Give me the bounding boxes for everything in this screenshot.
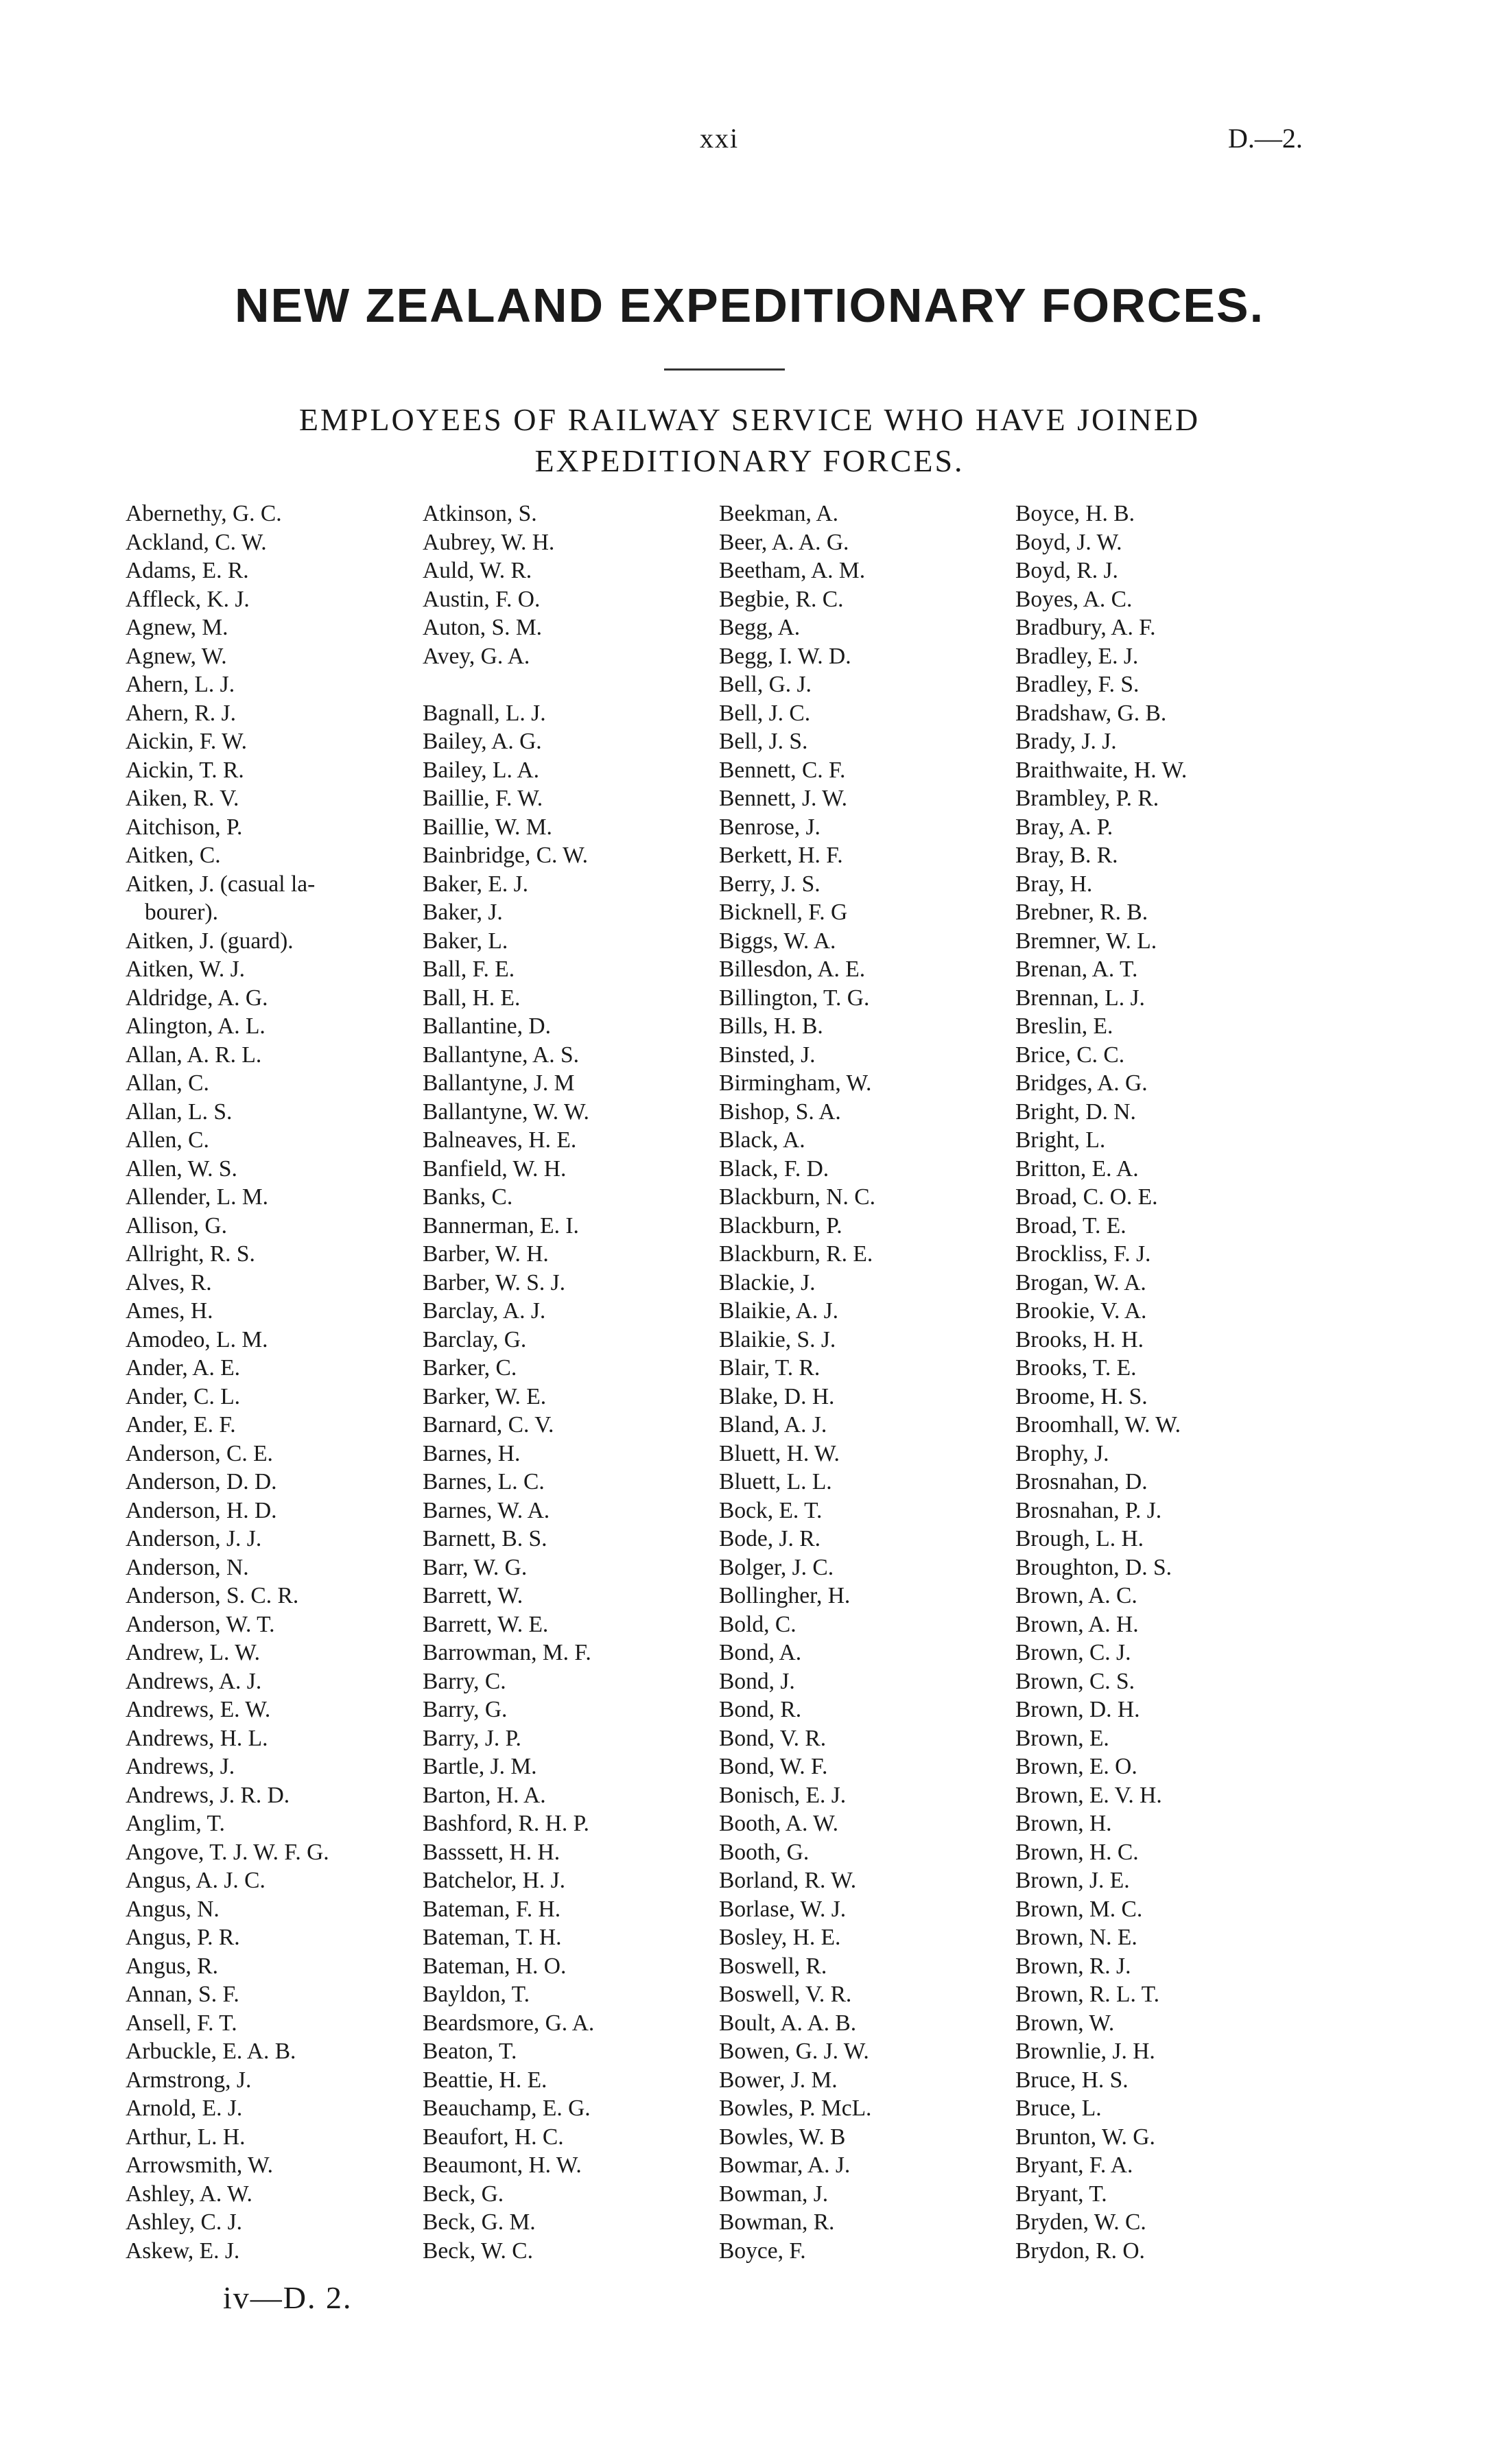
name-entry: Birmingham, W. bbox=[719, 1070, 872, 1096]
name-entry: Black, A. bbox=[719, 1127, 805, 1153]
name-entry: Boyce, H. B. bbox=[1015, 501, 1135, 526]
name-entry: Alington, A. L. bbox=[126, 1013, 265, 1039]
name-entry: Bower, J. M. bbox=[719, 2067, 838, 2093]
name-entry: Aitken, J. (guard). bbox=[126, 928, 294, 954]
name-entry: Brooks, T. E. bbox=[1015, 1355, 1137, 1381]
name-entry: Ashley, C. J. bbox=[126, 2209, 242, 2235]
name-entry: Agnew, W. bbox=[126, 643, 227, 669]
name-entry: Ames, H. bbox=[126, 1298, 213, 1324]
name-entry: Beck, W. C. bbox=[423, 2238, 533, 2264]
name-entry: Bridges, A. G. bbox=[1015, 1070, 1148, 1096]
name-entry: Billesdon, A. E. bbox=[719, 957, 866, 982]
name-entry: Aitken, W. J. bbox=[126, 957, 246, 982]
name-entry: Biggs, W. A. bbox=[719, 928, 836, 954]
name-entry: Bryant, T. bbox=[1015, 2181, 1107, 2207]
name-entry: Banfield, W. H. bbox=[423, 1155, 567, 1182]
name-entry: Broome, H. S. bbox=[1015, 1383, 1148, 1409]
name-entry: Bradshaw, G. B. bbox=[1015, 700, 1167, 726]
name-entry: Broughton, D. S. bbox=[1015, 1554, 1172, 1580]
name-entry: Banks, C. bbox=[423, 1184, 513, 1210]
name-entry: Bryant, F. A. bbox=[1015, 2152, 1133, 2178]
name-entry: Bailey, A. G. bbox=[423, 729, 542, 754]
name-entry: Barton, H. A. bbox=[423, 1782, 546, 1808]
name-entry: Beer, A. A. G. bbox=[719, 529, 849, 555]
name-entry: Bremner, W. L. bbox=[1015, 928, 1157, 954]
name-entry: Aubrey, W. H. bbox=[423, 529, 555, 555]
name-entry: Booth, A. W. bbox=[719, 1811, 839, 1836]
name-entry: Benrose, J. bbox=[719, 814, 821, 840]
name-entry: Brown, J. E. bbox=[1015, 1868, 1130, 1893]
name-entry: Barnes, W. A. bbox=[423, 1497, 550, 1523]
name-entry: Bradley, F. S. bbox=[1015, 672, 1140, 697]
name-entry: Begg, I. W. D. bbox=[719, 643, 851, 669]
name-entry: Brown, C. S. bbox=[1015, 1668, 1135, 1694]
name-entry: Boyd, R. J. bbox=[1015, 558, 1118, 583]
name-entry: Allan, L. S. bbox=[126, 1099, 233, 1125]
name-entry: Brambley, P. R. bbox=[1015, 786, 1159, 811]
name-entry: Andrews, E. W. bbox=[126, 1697, 271, 1722]
name-entry: Angus, P. R. bbox=[126, 1925, 240, 1950]
name-entry: Brydon, R. O. bbox=[1015, 2238, 1145, 2264]
name-entry: Ackland, C. W. bbox=[126, 529, 267, 555]
name-entry: Bateman, H. O. bbox=[423, 1953, 567, 1979]
name-entry: Allender, L. M. bbox=[126, 1184, 268, 1210]
name-entry: Anderson, D. D. bbox=[126, 1469, 277, 1494]
name-entry: Brockliss, F. J. bbox=[1015, 1241, 1151, 1267]
name-entry: Beaufort, H. C. bbox=[423, 2124, 564, 2150]
name-entry: Barker, W. E. bbox=[423, 1383, 547, 1409]
name-entry: Ander, C. L. bbox=[126, 1383, 241, 1409]
name-entry: Beauchamp, E. G. bbox=[423, 2096, 591, 2121]
name-entry: Auton, S. M. bbox=[423, 615, 543, 640]
page-number: xxi bbox=[700, 123, 740, 154]
name-entry: Bray, A. P. bbox=[1015, 814, 1113, 840]
name-entry: Ballantine, D. bbox=[423, 1013, 551, 1039]
name-entry: Angus, N. bbox=[126, 1896, 220, 1922]
name-entry: Brown, E. O. bbox=[1015, 1754, 1137, 1779]
name-entry: Beck, G. bbox=[423, 2181, 504, 2207]
name-entry: Baillie, W. M. bbox=[423, 814, 552, 840]
name-entry: Brice, C. C. bbox=[1015, 1042, 1125, 1068]
name-entry: Brown, A. C. bbox=[1015, 1583, 1137, 1608]
subtitle bbox=[0, 399, 1499, 482]
name-entry: Bowles, W. B bbox=[719, 2124, 846, 2150]
name-entry: Adams, E. R. bbox=[126, 558, 249, 583]
name-entry: Anderson, J. J. bbox=[126, 1526, 262, 1551]
name-entry: Bond, J. bbox=[719, 1668, 795, 1694]
name-entry: Brosnahan, P. J. bbox=[1015, 1497, 1162, 1523]
name-entry: Bell, J. C. bbox=[719, 700, 811, 726]
name-entry: Beaumont, H. W. bbox=[423, 2152, 582, 2178]
name-entry: Barrowman, M. F. bbox=[423, 1640, 591, 1665]
name-entry: Angove, T. J. W. F. G. bbox=[126, 1839, 329, 1865]
name-entry: Anderson, H. D. bbox=[126, 1497, 277, 1523]
name-entry: Broad, T. E. bbox=[1015, 1212, 1126, 1239]
name-entry: Barrett, W. E. bbox=[423, 1611, 549, 1637]
name-entry: Britton, E. A. bbox=[1015, 1155, 1139, 1182]
name-entry: Borlase, W. J. bbox=[719, 1896, 847, 1922]
name-entry: Brown, C. J. bbox=[1015, 1640, 1131, 1665]
name-entry: Bailey, L. A. bbox=[423, 757, 539, 783]
name-entry: Bicknell, F. G bbox=[719, 900, 848, 925]
name-entry: Beattie, H. E. bbox=[423, 2067, 547, 2093]
name-entry: Bell, G. J. bbox=[719, 672, 812, 697]
name-entry: Atkinson, S. bbox=[423, 501, 537, 526]
name-entry: Bishop, S. A. bbox=[719, 1099, 841, 1125]
name-entry: Bolger, J. C. bbox=[719, 1554, 834, 1580]
name-entry: Bold, C. bbox=[719, 1611, 796, 1637]
name-entry: Bright, L. bbox=[1015, 1127, 1106, 1153]
name-entry: Barnard, C. V. bbox=[423, 1412, 554, 1438]
name-entry: Bowen, G. J. W. bbox=[719, 2039, 869, 2064]
name-entry: Batchelor, H. J. bbox=[423, 1868, 565, 1893]
name-entry bbox=[423, 670, 594, 699]
name-entry: Bonisch, E. J. bbox=[719, 1782, 847, 1808]
subtitle-line: EMPLOYEES OF RAILWAY SERVICE WHO HAVE JOINED bbox=[298, 402, 1201, 437]
name-entry: Brady, J. J. bbox=[1015, 729, 1117, 754]
name-entry: Andrews, A. J. bbox=[126, 1668, 262, 1694]
name-entry: Affleck, K. J. bbox=[126, 586, 250, 612]
name-entry: Brown, H. C. bbox=[1015, 1839, 1139, 1865]
name-entry: Brown, H. bbox=[1015, 1811, 1112, 1836]
name-entry: Brebner, R. B. bbox=[1015, 900, 1148, 925]
name-entry: Boswell, V. R. bbox=[719, 1982, 852, 2007]
name-entry: Brown, R. J. bbox=[1015, 1953, 1131, 1979]
name-entry: Bradbury, A. F. bbox=[1015, 615, 1156, 640]
name-entry: Bosley, H. E. bbox=[719, 1925, 841, 1950]
name-entry: Aickin, T. R. bbox=[126, 757, 244, 783]
name-entry: Abernethy, G. C. bbox=[126, 501, 282, 526]
name-entry: Bright, D. N. bbox=[1015, 1099, 1136, 1125]
name-entry: Bowman, R. bbox=[719, 2209, 835, 2235]
name-entry: Austin, F. O. bbox=[423, 586, 541, 612]
name-entry: Brownlie, J. H. bbox=[1015, 2039, 1155, 2064]
name-entry: Brown, E. bbox=[1015, 1725, 1109, 1751]
name-entry: Brenan, A. T. bbox=[1015, 957, 1138, 982]
name-entry: Askew, E. J. bbox=[126, 2238, 240, 2264]
name-entry: Brown, M. C. bbox=[1015, 1896, 1143, 1922]
name-entry: Barclay, G. bbox=[423, 1326, 527, 1352]
subtitle-line: EXPEDITIONARY FORCES. bbox=[534, 443, 965, 478]
name-entry: Brophy, J. bbox=[1015, 1440, 1109, 1466]
name-entry: Aiken, R. V. bbox=[126, 786, 239, 811]
footer-signature: iv—D. 2. bbox=[223, 2280, 353, 2315]
name-entry: Boswell, R. bbox=[719, 1953, 827, 1979]
name-entry: Ball, H. E. bbox=[423, 985, 521, 1011]
name-entry: Bradley, E. J. bbox=[1015, 643, 1139, 669]
name-entry: Bateman, T. H. bbox=[423, 1925, 562, 1950]
name-entry: Agnew, M. bbox=[126, 615, 228, 640]
name-entry: Baillie, F. W. bbox=[423, 786, 543, 811]
name-entry: Brennan, L. J. bbox=[1015, 985, 1145, 1011]
name-entry: Barry, J. P. bbox=[423, 1725, 521, 1751]
document-reference: D.—2. bbox=[1228, 123, 1303, 154]
name-entry: Begg, A. bbox=[719, 615, 801, 640]
name-entry: Brogan, W. A. bbox=[1015, 1269, 1146, 1295]
name-entry: Baker, E. J. bbox=[423, 871, 529, 897]
name-entry: Blake, D. H. bbox=[719, 1383, 835, 1409]
name-entry: Auld, W. R. bbox=[423, 558, 532, 583]
name-entry: Barber, W. H. bbox=[423, 1241, 549, 1267]
name-entry: Basssett, H. H. bbox=[423, 1839, 560, 1865]
name-entry: Ander, A. E. bbox=[126, 1355, 241, 1381]
name-entry: Booth, G. bbox=[719, 1839, 810, 1865]
name-entry: Billington, T. G. bbox=[719, 985, 870, 1011]
name-entry: Andrews, J. bbox=[126, 1754, 235, 1779]
name-entry: Bond, R. bbox=[719, 1697, 802, 1722]
name-entry: Bannerman, E. I. bbox=[423, 1212, 579, 1239]
name-entry: Angus, A. J. C. bbox=[126, 1868, 265, 1893]
name-entry: Brown, A. H. bbox=[1015, 1611, 1139, 1637]
name-entry: Ander, E. F. bbox=[126, 1412, 236, 1438]
name-entry: Anderson, C. E. bbox=[126, 1440, 273, 1466]
name-entry: Barrett, W. bbox=[423, 1583, 523, 1608]
name-entry: Beaton, T. bbox=[423, 2039, 517, 2064]
name-entry: Brookie, V. A. bbox=[1015, 1298, 1147, 1324]
name-entry: Brown, N. E. bbox=[1015, 1925, 1137, 1950]
name-entry: Blackburn, R. E. bbox=[719, 1241, 873, 1267]
name-entry: Arthur, L. H. bbox=[126, 2124, 246, 2150]
name-entry: Bayldon, T. bbox=[423, 1982, 530, 2007]
name-entry: Arnold, E. J. bbox=[126, 2096, 243, 2121]
name-entry: Andrew, L. W. bbox=[126, 1640, 261, 1665]
name-entry: Baker, L. bbox=[423, 928, 508, 954]
name-entry: Ballantyne, A. S. bbox=[423, 1042, 579, 1068]
name-entry: Blackburn, N. C. bbox=[719, 1184, 875, 1210]
name-entry: Bennett, C. F. bbox=[719, 757, 846, 783]
name-entry: Berkett, H. F. bbox=[719, 843, 843, 868]
name-entry: Barr, W. G. bbox=[423, 1554, 528, 1580]
name-entry: Bluett, L. L. bbox=[719, 1469, 832, 1494]
name-entry: Ball, F. E. bbox=[423, 957, 515, 982]
name-entry: Broomhall, W. W. bbox=[1015, 1412, 1181, 1438]
name-entry: Bagnall, L. J. bbox=[423, 700, 546, 726]
name-entry: Breslin, E. bbox=[1015, 1013, 1113, 1039]
name-entry: Blaikie, A. J. bbox=[719, 1298, 839, 1324]
name-entry: Bell, J. S. bbox=[719, 729, 808, 754]
name-entry: Bowles, P. McL. bbox=[719, 2096, 872, 2121]
name-entry: Brown, R. L. T. bbox=[1015, 1982, 1159, 2007]
name-entry: Brown, D. H. bbox=[1015, 1697, 1140, 1722]
name-entry: Ahern, L. J. bbox=[126, 672, 235, 697]
name-entry: Arrowsmith, W. bbox=[126, 2152, 273, 2178]
name-entry: Boyd, J. W. bbox=[1015, 529, 1122, 555]
name-entry: Borland, R. W. bbox=[719, 1868, 857, 1893]
name-entry: Ahern, R. J. bbox=[126, 700, 236, 726]
name-entry: Bray, B. R. bbox=[1015, 843, 1118, 868]
name-entry: Aitken, C. bbox=[126, 843, 221, 868]
name-entry: Bennett, J. W. bbox=[719, 786, 848, 811]
name-entry: Blackburn, P. bbox=[719, 1212, 842, 1239]
name-entry: Begbie, R. C. bbox=[719, 586, 844, 612]
name-entry: Barry, G. bbox=[423, 1697, 508, 1722]
name-entry: bourer). bbox=[145, 900, 218, 925]
name-entry: Andrews, J. R. D. bbox=[126, 1782, 290, 1808]
name-entry: Broad, C. O. E. bbox=[1015, 1184, 1158, 1210]
name-entry: Boyes, A. C. bbox=[1015, 586, 1133, 612]
name-entry: Anglim, T. bbox=[126, 1811, 225, 1836]
name-entry: Bruce, L. bbox=[1015, 2096, 1102, 2121]
name-entry: Bond, W. F. bbox=[719, 1754, 828, 1779]
name-entry: Baker, J. bbox=[423, 900, 503, 925]
name-entry: Barry, C. bbox=[423, 1668, 506, 1694]
name-entry: Bock, E. T. bbox=[719, 1497, 823, 1523]
name-entry: Bland, A. J. bbox=[719, 1412, 827, 1438]
name-entry: Ansell, F. T. bbox=[126, 2010, 237, 2036]
name-entry: Brosnahan, D. bbox=[1015, 1469, 1148, 1494]
name-entry: Beardsmore, G. A. bbox=[423, 2010, 595, 2036]
name-entry: Arbuckle, E. A. B. bbox=[126, 2039, 296, 2064]
name-entry: Blaikie, S. J. bbox=[719, 1326, 836, 1352]
name-entry: Blackie, J. bbox=[719, 1269, 816, 1295]
name-entry: Aickin, F. W. bbox=[126, 729, 247, 754]
name-entry: Bryden, W. C. bbox=[1015, 2209, 1146, 2235]
name-entry: Armstrong, J. bbox=[126, 2067, 252, 2093]
name-entry: Barker, C. bbox=[423, 1355, 517, 1381]
name-entry: Black, F. D. bbox=[719, 1155, 829, 1182]
name-column-3 bbox=[719, 500, 875, 2265]
name-entry: Anderson, W. T. bbox=[126, 1611, 275, 1637]
name-column-2 bbox=[423, 500, 594, 2265]
name-entry: Bowman, J. bbox=[719, 2181, 829, 2207]
name-entry: Ballantyne, J. M bbox=[423, 1070, 575, 1096]
name-entry: Barnett, B. S. bbox=[423, 1526, 547, 1551]
name-entry: Allan, C. bbox=[126, 1070, 209, 1096]
name-entry: Anderson, N. bbox=[126, 1554, 249, 1580]
name-entry: Anderson, S. C. R. bbox=[126, 1583, 299, 1608]
name-entry: Brown, W. bbox=[1015, 2010, 1115, 2036]
name-entry: Barnes, H. bbox=[423, 1440, 521, 1466]
name-entry: Aitchison, P. bbox=[126, 814, 243, 840]
name-entry: Ashley, A. W. bbox=[126, 2181, 252, 2207]
name-entry: Beekman, A. bbox=[719, 501, 838, 526]
name-entry: Aitken, J. (casual la- bbox=[126, 871, 316, 897]
name-entry: Bainbridge, C. W. bbox=[423, 843, 589, 868]
name-entry: Barber, W. S. J. bbox=[423, 1269, 566, 1295]
name-entry: Aldridge, A. G. bbox=[126, 985, 268, 1011]
name-entry: Bond, A. bbox=[719, 1640, 802, 1665]
name-entry: Annan, S. F. bbox=[126, 1982, 239, 2007]
name-entry: Allison, G. bbox=[126, 1212, 227, 1239]
name-entry: Bray, H. bbox=[1015, 871, 1093, 897]
name-entry: Angus, R. bbox=[126, 1953, 218, 1979]
name-entry: Allen, W. S. bbox=[126, 1155, 237, 1182]
name-entry: Blair, T. R. bbox=[719, 1355, 821, 1381]
name-entry: Bode, J. R. bbox=[719, 1526, 821, 1551]
name-entry: Brooks, H. H. bbox=[1015, 1326, 1144, 1352]
name-entry: Bashford, R. H. P. bbox=[423, 1811, 589, 1836]
name-entry: Bateman, F. H. bbox=[423, 1896, 561, 1922]
name-entry: Allen, C. bbox=[126, 1127, 209, 1153]
name-entry: Bluett, H. W. bbox=[719, 1440, 840, 1466]
name-entry: Alves, R. bbox=[126, 1269, 212, 1295]
name-entry: Boyce, F. bbox=[719, 2238, 806, 2264]
name-column-1 bbox=[126, 500, 329, 2265]
name-entry: Barclay, A. J. bbox=[423, 1298, 546, 1324]
name-entry: Andrews, H. L. bbox=[126, 1725, 268, 1751]
name-entry: Amodeo, L. M. bbox=[126, 1326, 268, 1352]
name-entry: Braithwaite, H. W. bbox=[1015, 757, 1188, 783]
name-entry: Avey, G. A. bbox=[423, 643, 530, 669]
name-entry: Allan, A. R. L. bbox=[126, 1042, 262, 1068]
name-entry: Berry, J. S. bbox=[719, 871, 821, 897]
name-column-4 bbox=[1015, 500, 1187, 2265]
name-entry: Balneaves, H. E. bbox=[423, 1127, 577, 1153]
name-entry: Binsted, J. bbox=[719, 1042, 816, 1068]
name-entry: Brown, E. V. H. bbox=[1015, 1782, 1162, 1808]
name-entry: Bond, V. R. bbox=[719, 1725, 827, 1751]
name-entry: Brough, L. H. bbox=[1015, 1526, 1144, 1551]
name-entry: Beck, G. M. bbox=[423, 2209, 536, 2235]
name-entry: Allright, R. S. bbox=[126, 1241, 255, 1267]
name-entry: Bowmar, A. J. bbox=[719, 2152, 851, 2178]
name-entry: Brunton, W. G. bbox=[1015, 2124, 1155, 2150]
name-entry: Barnes, L. C. bbox=[423, 1469, 545, 1494]
name-entry: Ballantyne, W. W. bbox=[423, 1099, 589, 1125]
name-entry: Bills, H. B. bbox=[719, 1013, 823, 1039]
page-title: NEW ZEALAND EXPEDITIONARY FORCES. bbox=[234, 279, 1265, 332]
title-divider bbox=[664, 368, 785, 371]
name-entry: Boult, A. A. B. bbox=[719, 2010, 857, 2036]
name-entry: Bruce, H. S. bbox=[1015, 2067, 1129, 2093]
name-entry: Bartle, J. M. bbox=[423, 1754, 537, 1779]
name-entry: Beetham, A. M. bbox=[719, 558, 866, 583]
name-entry: Bollingher, H. bbox=[719, 1583, 851, 1608]
